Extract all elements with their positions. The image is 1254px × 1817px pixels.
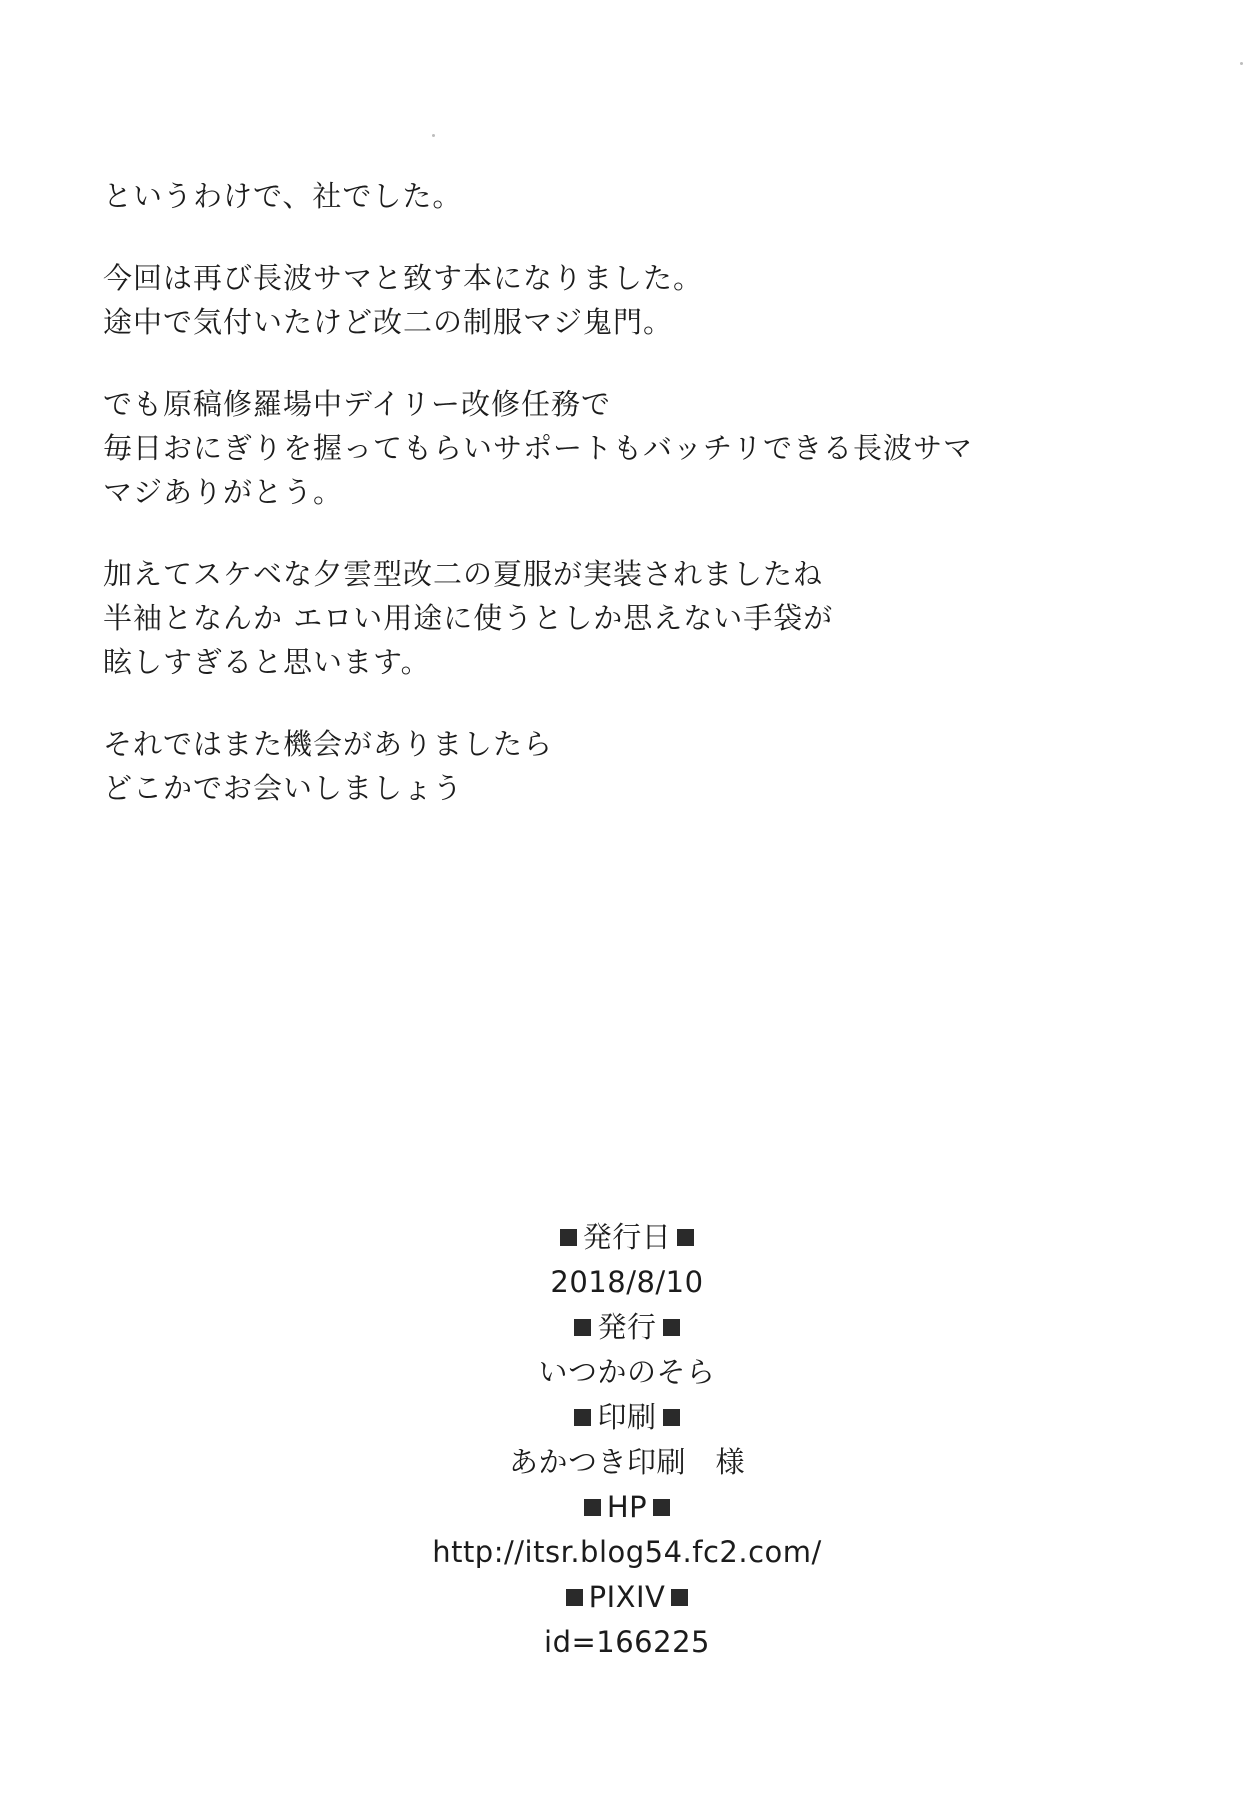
printer-label: 印刷 [597, 1400, 657, 1434]
scan-speck [1240, 62, 1243, 65]
afterword-line: 眩しすぎると思います。 [103, 645, 431, 679]
publisher-label: 発行 [597, 1310, 657, 1344]
afterword-line: 毎日おにぎりを握ってもらいサポートもバッチリできる長波サマ [103, 431, 974, 465]
pixiv-id: id=166225 [544, 1625, 710, 1659]
black-square-icon [653, 1499, 670, 1516]
scan-speck [432, 134, 435, 137]
black-square-icon [574, 1409, 591, 1426]
pixiv-label: PIXIV [588, 1580, 666, 1614]
printer-name: あかつき印刷 様 [508, 1445, 745, 1479]
black-square-icon [671, 1589, 688, 1606]
black-square-icon [663, 1409, 680, 1426]
afterword-paragraph-5 [103, 722, 1153, 810]
afterword-line: 今回は再び長波サマと致す本になりました。 [103, 261, 704, 295]
issue-date-heading [0, 1215, 1254, 1260]
afterword-line: 加えてスケベな夕雲型改二の夏服が実装されましたね [103, 557, 824, 591]
printer-heading [0, 1395, 1254, 1440]
afterword-paragraph-2 [103, 256, 1153, 344]
publisher-heading [0, 1305, 1254, 1350]
colophon [0, 1215, 1254, 1665]
hp-label: HP [606, 1490, 648, 1524]
publisher-name: いつかのそら [538, 1355, 716, 1389]
black-square-icon [560, 1229, 577, 1246]
pixiv-heading [0, 1575, 1254, 1620]
afterword-line: マジありがとう。 [103, 475, 344, 509]
afterword-paragraph-3 [103, 382, 1153, 514]
afterword-line: でも原稿修羅場中デイリー改修任務で [103, 387, 611, 421]
issue-date-label: 発行日 [582, 1220, 672, 1254]
afterword-line: 途中で気付いたけど改二の制服マジ鬼門。 [103, 305, 674, 339]
afterword-text [103, 174, 1153, 848]
black-square-icon [677, 1229, 694, 1246]
afterword-paragraph-1 [103, 174, 1153, 218]
afterword-line: どこかでお会いしましょう [103, 771, 464, 805]
afterword-line: 半袖となんか エロい用途に使うとしか思えない手袋が [103, 601, 834, 635]
afterword-line: というわけで、社でした。 [103, 179, 463, 213]
black-square-icon [663, 1319, 680, 1336]
black-square-icon [574, 1319, 591, 1336]
afterword-paragraph-4 [103, 552, 1153, 684]
afterword-line: それではまた機会がありましたら [103, 727, 554, 761]
hp-url: http://itsr.blog54.fc2.com/ [432, 1535, 822, 1569]
black-square-icon [584, 1499, 601, 1516]
issue-date: 2018/8/10 [550, 1265, 704, 1299]
hp-heading [0, 1485, 1254, 1530]
black-square-icon [566, 1589, 583, 1606]
